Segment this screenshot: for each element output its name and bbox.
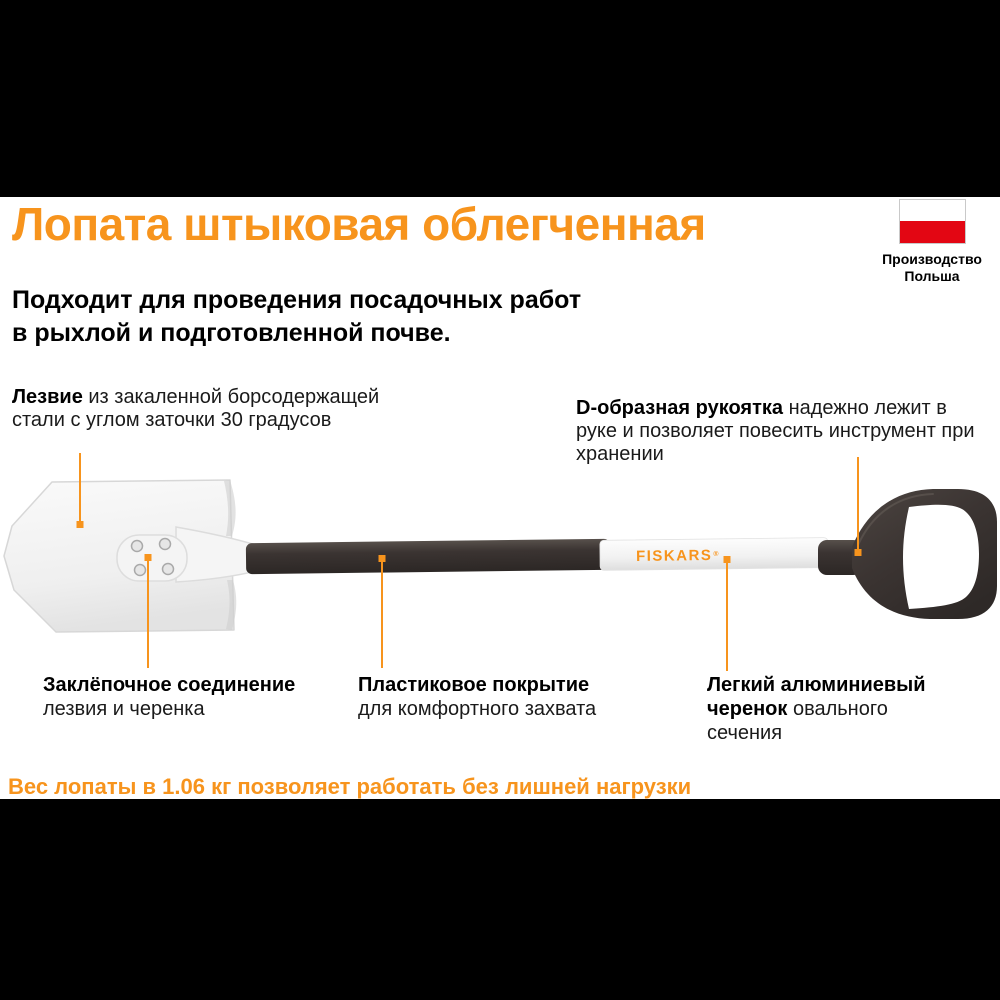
shaft-plastic-grip [246,539,610,574]
shovel-product-image [0,440,1000,700]
callout-aluminum-text2: овального [787,698,888,720]
shovel-socket [176,527,256,582]
rivet-icon [132,541,143,552]
leader-dot-aluminum [724,556,731,563]
callout-blade [12,386,379,432]
callout-aluminum-text3: сечения [707,722,783,744]
callout-plastic-text2: для комфортного захвата [358,698,597,720]
bottom-letterbox-bar [0,799,1000,1000]
product-description [12,284,581,350]
d-handle [852,489,997,619]
origin-line2: Польша [904,268,960,284]
flag-white-stripe [900,200,965,221]
rivet-icon [160,539,171,550]
callout-rivet-term: Заклёпочное соединение [43,674,296,696]
callout-rivet-text2: лезвия и черенка [43,698,205,720]
leader-dot-handle [855,549,862,556]
callout-blade-term: Лезвие [12,386,83,408]
flag-red-stripe [900,221,965,243]
fiskars-logo: FISKARS® [635,547,719,565]
weight-highlight-text: Вес лопаты в 1.06 кг позволяет работать без лишней нагрузки [8,774,692,799]
callout-d-handle-term: D-образная рукоятка [576,397,784,419]
origin-line1: Производство [882,251,982,267]
rivet-plate [117,535,187,581]
page-title: Лопата штыковая облегченная [12,198,706,250]
callout-d-handle-text2: руке и позволяет повесить инструмент при [576,420,975,442]
callout-aluminum-term2: черенок [707,698,788,720]
leader-dot-blade [77,521,84,528]
callout-d-handle-text3: хранении [576,443,664,465]
description-line1: Подходит для проведения посадочных работ [12,286,582,314]
leader-dot-plastic [379,555,386,562]
callout-blade-text2: стали с углом заточки 30 градусов [12,409,332,431]
callout-plastic-term: Пластиковое покрытие [358,674,590,696]
leader-dot-rivet [145,554,152,561]
callout-aluminum-term1: Легкий алюминиевый [707,674,926,696]
callout-blade-text: из закаленной борсодержащей [82,386,380,408]
poland-flag-icon [899,199,966,244]
description-line2: в рыхлой и подготовленной почве. [12,319,451,347]
rivet-icon [135,565,146,576]
country-of-origin-label [862,251,1000,285]
callout-d-handle-text: надежно лежит в [783,397,947,419]
top-letterbox-bar [0,0,1000,197]
rivet-icon [163,564,174,575]
